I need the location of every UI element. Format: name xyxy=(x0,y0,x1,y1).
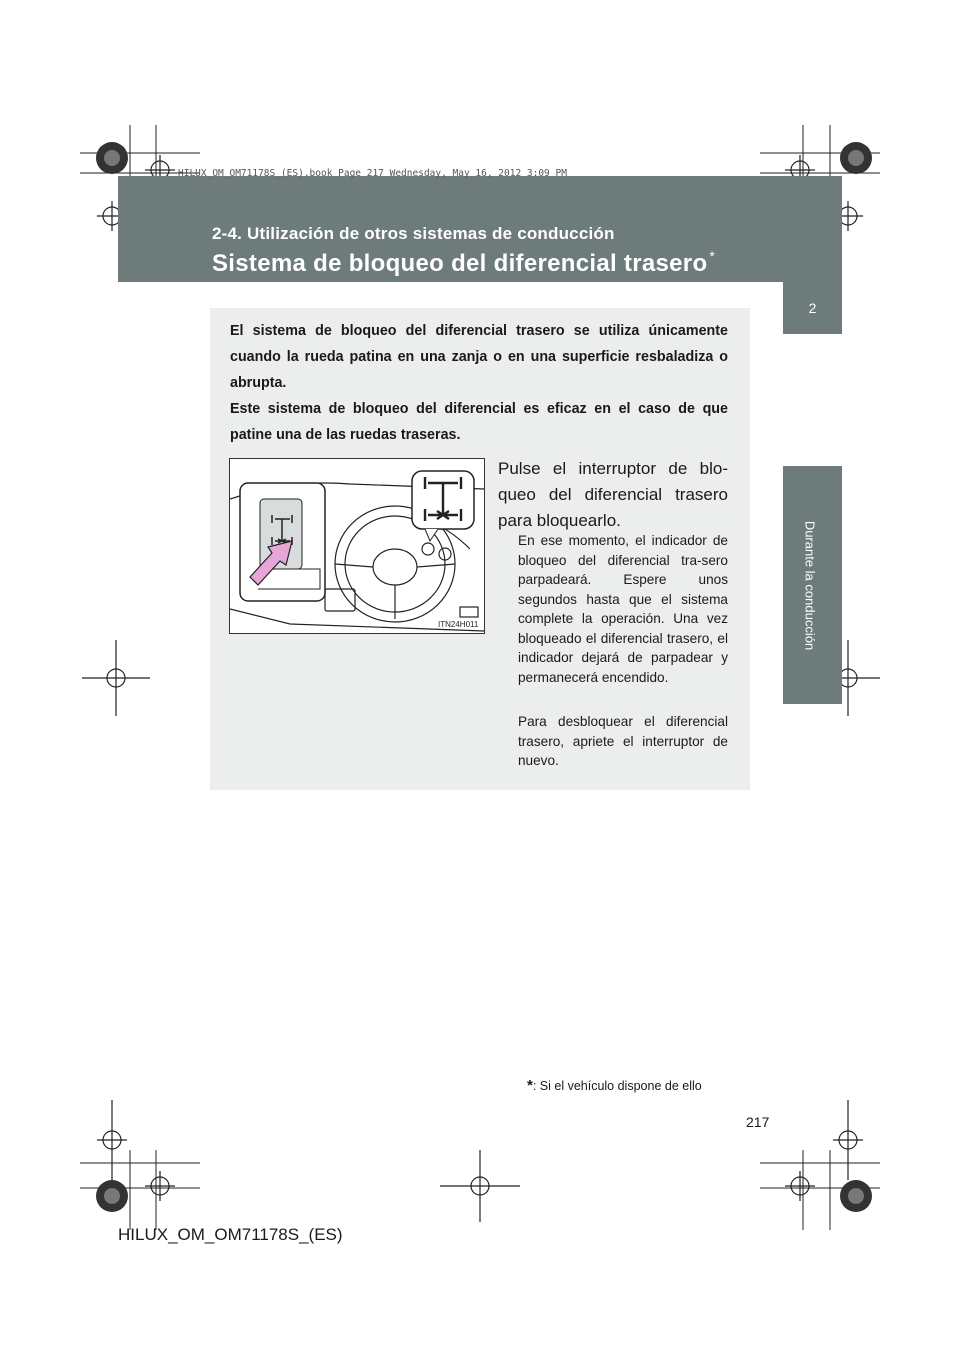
page-title xyxy=(212,250,715,278)
intro-paragraph: El sistema de bloqueo del diferencial trasero se utiliza únicamente cuando la rueda patina en una zanja o en una superficie resbaladiza o abrupta. xyxy=(230,323,728,391)
chapter-number: 2 xyxy=(808,300,817,316)
footnote-asterisk: * xyxy=(527,1077,533,1094)
footnote xyxy=(527,1077,702,1094)
steering-wheel-switch-image xyxy=(230,459,484,633)
step-detail: En ese momento, el indicador de bloqueo del diferencial tra-sero parpadeará. Espere unos segundos hasta que el sistema complete la operación. Una vez bloqueado el diferencial trasero, el indicador dejará de parpadear y permanecerá encendido. xyxy=(518,533,728,685)
book-stamp: HILUX_OM_OM71178S_(ES).book Page 217 Wednesday, May 16, 2012 3:09 PM xyxy=(178,168,567,179)
step-instruction: Pulse el interruptor de blo-queo del diferencial trasero para bloquearlo. xyxy=(498,459,728,530)
footnote-text: : Si el vehículo dispone de ello xyxy=(532,1079,702,1093)
chapter-title: Durante la conducción xyxy=(802,520,818,651)
title-asterisk: * xyxy=(709,248,716,264)
figure-code: ITN24H011 xyxy=(438,620,479,629)
page-number: 217 xyxy=(746,1114,770,1130)
differential-lock-indicator-callout xyxy=(412,471,474,541)
switch-closeup-callout xyxy=(240,483,325,601)
document-id: HILUX_OM_OM71178S_(ES) xyxy=(118,1225,343,1244)
page-title-text: Sistema de bloqueo del diferencial trasero xyxy=(212,250,708,277)
dashboard-illustration xyxy=(229,458,485,634)
section-label: 2-4. Utilización de otros sistemas de conducción xyxy=(212,224,615,243)
step-detail: Para desbloquear el diferencial trasero, apriete el interruptor de nuevo. xyxy=(518,714,728,768)
intro-paragraph: Este sistema de bloqueo del diferencial es eficaz en el caso de que patine una de las ruedas traseras. xyxy=(230,401,728,443)
